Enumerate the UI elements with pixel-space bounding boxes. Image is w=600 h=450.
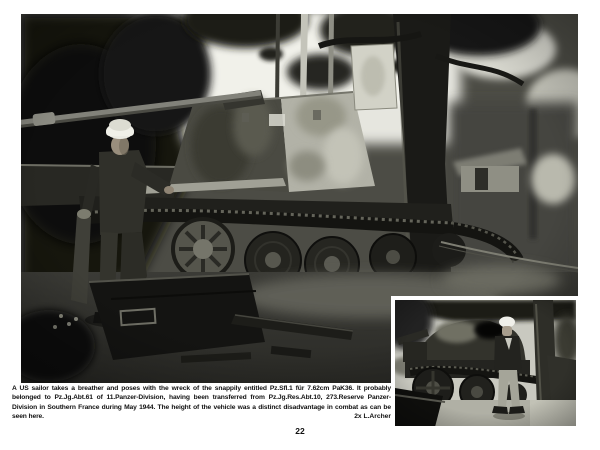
photo-caption [12,384,391,422]
photo-credit: 2x L.Archer [354,413,391,421]
page-number: 22 [295,426,305,436]
inset-photo-frame [391,296,580,430]
caption-text: A US sailor takes a breather and poses with the wreck of the snappily entitled Pz.Sfl.1 für 7.62cm PaK36. It probably belonged to Pz.Jg.Abt.61 of 11.Panzer-Division, having been transferred from Pz.Jg.Res.Abt.10, 273.Reserve Panzer-Division in Southern France during May 1944. The height of the vehicle was a distinct disadvantage in combat as can be seen here. [12,385,391,421]
inset-photo [395,300,576,426]
inset-photo-art [395,300,576,426]
